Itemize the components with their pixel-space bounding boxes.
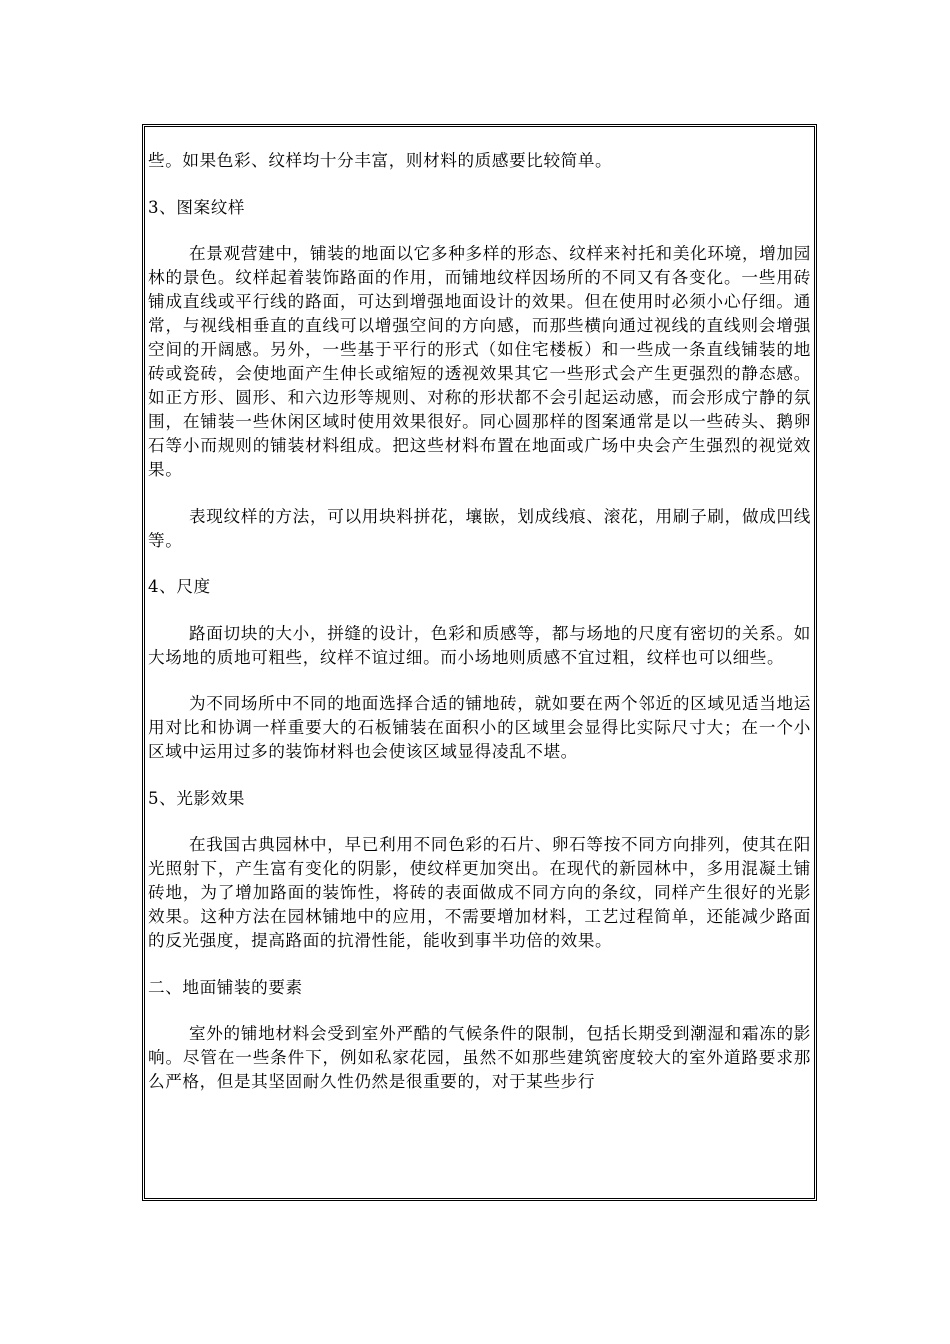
paragraph-pattern-intro: 在景观营建中，铺装的地面以它多种多样的形态、纹样来衬托和美化环境，增加园林的景色。纹样起着装饰路面的作用，而铺地纹样因场所的不同又有各变化。一些用砖铺成直线或平行线的路面，可达到增强地面设计的效果。但在使用时必须小心仔细。通常，与视线相垂直的直线可以增强空间的方向感，而那些横向通过视线的直线则会增强空间的开阔感。另外，一些基于平行的形式（如住宅楼板）和一些成一条直线铺装的地砖或瓷砖，会使地面产生伸长或缩短的透视效果其它一些形式会产生更强烈的静态感。如正方形、圆形、和六边形等规则、对称的形状都不会引起运动感，而会形成宁静的氛围，在铺装一些休闲区域时使用效果很好。同心圆那样的图案通常是以一些砖头、鹅卵石等小而规则的铺装材料组成。把这些材料布置在地面或广场中央会产生强烈的视觉效果。 — [148, 244, 811, 479]
paragraph-paving-elements: 室外的铺地材料会受到室外严酷的气候条件的限制，包括长期受到潮湿和霜冻的影响。尽管在一些条件下，例如私家花园，虽然不如那些建筑密度较大的室外道路要求那么严格，但是其坚固耐久性仍然是很重要的，对于某些步行 — [148, 1024, 811, 1091]
section-heading-paving-elements: 二、地面铺装的要素 — [148, 977, 303, 997]
paragraph-light-shadow: 在我国古典园林中，早已利用不同色彩的石片、卵石等按不同方向排列，使其在阳光照射下，产生富有变化的阴影，使纹样更加突出。在现代的新园林中，多用混凝土铺砖地，为了增加路面的装饰性，将砖的表面做成不同方向的条纹，同样产生很好的光影效果。这种方法在园林铺地中的应用，不需要增加材料，工艺过程简单，还能减少路面的反光强度，提高路面的抗滑性能，能收到事半功倍的效果。 — [148, 835, 811, 950]
section-heading-light-shadow: 5、光影效果 — [148, 788, 246, 808]
paragraph-continuation: 些。如果色彩、纹样均十分丰富，则材料的质感要比较简单。 — [148, 151, 613, 170]
paragraph-scale-2: 为不同场所中不同的地面选择合适的铺地砖，就如要在两个邻近的区域见适当地运用对比和协调一样重要大的石板铺装在面积小的区域里会显得比实际尺寸大；在一个小区域中运用过多的装饰材料也会使该区域显得凌乱不堪。 — [148, 694, 811, 761]
paragraph-scale-1: 路面切块的大小，拼缝的设计，色彩和质感等，都与场地的尺度有密切的关系。如大场地的质地可粗些，纹样不谊过细。而小场地则质感不宜过粗，纹样也可以细些。 — [148, 623, 811, 667]
paragraph-pattern-methods: 表现纹样的方法，可以用块料拼花，壤嵌，划成线痕、滚花，用刷子刷，做成凹线等。 — [148, 506, 811, 550]
section-heading-pattern: 3、图案纹样 — [148, 197, 246, 217]
document-frame — [142, 124, 817, 1201]
document-content — [148, 149, 811, 1198]
section-heading-scale: 4、尺度 — [148, 577, 211, 596]
